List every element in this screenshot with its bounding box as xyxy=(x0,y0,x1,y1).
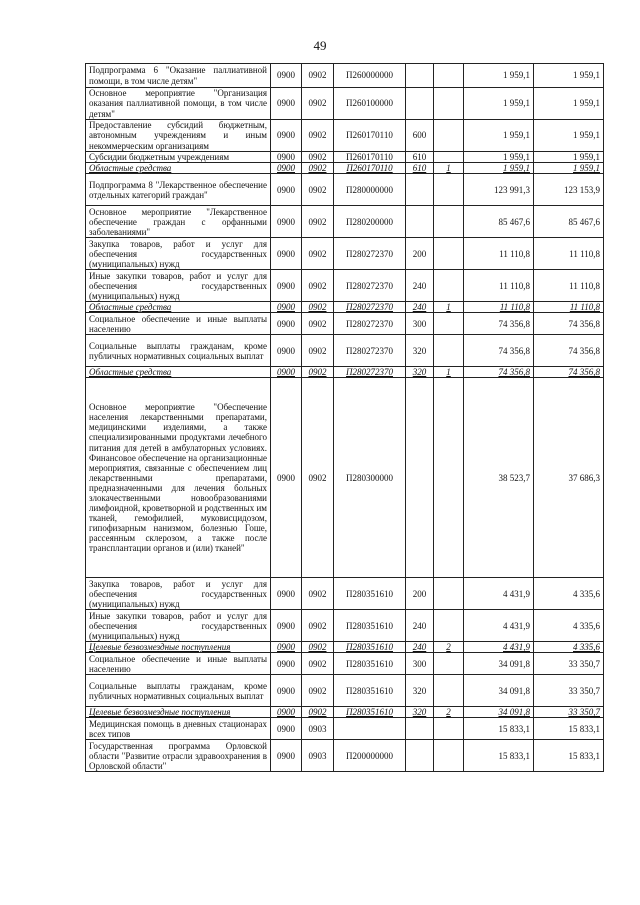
row-amount-1: 4 431,9 xyxy=(464,610,534,642)
row-target-article xyxy=(334,718,406,740)
row-name: Областные средства xyxy=(86,302,271,313)
row-amount-1: 4 431,9 xyxy=(464,642,534,653)
row-amount-2: 1 959,1 xyxy=(534,64,604,88)
row-subsection-code: 0902 xyxy=(302,642,334,653)
table-row xyxy=(86,152,604,163)
row-amount-1: 85 467,6 xyxy=(464,206,534,238)
row-funding-source: 1 xyxy=(434,367,464,378)
row-subsection-code: 0902 xyxy=(302,610,334,642)
row-amount-2: 1 959,1 xyxy=(534,152,604,163)
page-number: 49 xyxy=(313,38,327,53)
row-amount-2: 11 110,8 xyxy=(534,270,604,302)
row-target-article: П280272370 xyxy=(334,238,406,270)
row-subsection-code: 0902 xyxy=(302,313,334,335)
row-section-code: 0900 xyxy=(271,675,302,707)
row-amount-1: 1 959,1 xyxy=(464,88,534,120)
row-section-code: 0900 xyxy=(271,270,302,302)
row-name: Целевые безвозмездные поступления xyxy=(86,642,271,653)
row-subsection-code: 0902 xyxy=(302,64,334,88)
row-amount-2: 123 153,9 xyxy=(534,174,604,206)
table-row xyxy=(86,270,604,302)
table-row xyxy=(86,206,604,238)
row-section-code: 0900 xyxy=(271,206,302,238)
row-funding-source xyxy=(434,653,464,675)
row-funding-source xyxy=(434,64,464,88)
row-name: Областные средства xyxy=(86,367,271,378)
row-expense-type: 240 xyxy=(406,610,434,642)
row-target-article: П280351610 xyxy=(334,707,406,718)
row-name: Подпрограмма 6 "Оказание паллиативной помощи, в том числе детям" xyxy=(86,64,271,88)
row-section-code: 0900 xyxy=(271,152,302,163)
row-amount-1: 74 356,8 xyxy=(464,313,534,335)
row-section-code: 0900 xyxy=(271,653,302,675)
row-target-article: П260170110 xyxy=(334,163,406,174)
row-target-article: П280000000 xyxy=(334,174,406,206)
row-amount-2: 1 959,1 xyxy=(534,163,604,174)
row-section-code: 0900 xyxy=(271,378,302,578)
row-expense-type: 200 xyxy=(406,238,434,270)
row-expense-type xyxy=(406,88,434,120)
row-funding-source xyxy=(434,206,464,238)
row-funding-source xyxy=(434,174,464,206)
row-name: Подпрограмма 8 "Лекарственное обеспечение отдельных категорий граждан" xyxy=(86,174,271,206)
row-subsection-code: 0902 xyxy=(302,367,334,378)
row-amount-1: 11 110,8 xyxy=(464,302,534,313)
table-row xyxy=(86,378,604,578)
row-name: Социальные выплаты гражданам, кроме публичных нормативных социальных выплат xyxy=(86,675,271,707)
row-name: Основное мероприятие "Организация оказания паллиативной помощи, в том числе детям" xyxy=(86,88,271,120)
row-target-article: П260170110 xyxy=(334,120,406,152)
row-section-code: 0900 xyxy=(271,174,302,206)
row-amount-2: 15 833,1 xyxy=(534,740,604,772)
row-target-article: П280200000 xyxy=(334,206,406,238)
row-target-article: П280351610 xyxy=(334,610,406,642)
table-row xyxy=(86,642,604,653)
budget-table-body xyxy=(86,64,604,772)
row-section-code: 0900 xyxy=(271,120,302,152)
row-target-article: П280272370 xyxy=(334,302,406,313)
row-target-article: П280272370 xyxy=(334,367,406,378)
row-funding-source xyxy=(434,313,464,335)
row-expense-type: 320 xyxy=(406,335,434,367)
table-row xyxy=(86,718,604,740)
row-subsection-code: 0902 xyxy=(302,88,334,120)
row-amount-2: 11 110,8 xyxy=(534,238,604,270)
budget-table xyxy=(85,63,604,772)
row-subsection-code: 0902 xyxy=(302,302,334,313)
row-amount-2: 15 833,1 xyxy=(534,718,604,740)
row-target-article: П280272370 xyxy=(334,270,406,302)
row-section-code: 0900 xyxy=(271,335,302,367)
row-subsection-code: 0903 xyxy=(302,718,334,740)
table-row xyxy=(86,335,604,367)
row-amount-2: 33 350,7 xyxy=(534,675,604,707)
row-expense-type: 320 xyxy=(406,707,434,718)
table-row xyxy=(86,313,604,335)
row-section-code: 0900 xyxy=(271,163,302,174)
table-row xyxy=(86,740,604,772)
row-name: Субсидии бюджетным учреждениям xyxy=(86,152,271,163)
table-row xyxy=(86,653,604,675)
row-expense-type: 320 xyxy=(406,675,434,707)
row-amount-1: 1 959,1 xyxy=(464,120,534,152)
row-name: Социальное обеспечение и иные выплаты населению xyxy=(86,313,271,335)
row-subsection-code: 0902 xyxy=(302,163,334,174)
row-subsection-code: 0902 xyxy=(302,653,334,675)
row-expense-type xyxy=(406,174,434,206)
row-section-code: 0900 xyxy=(271,578,302,610)
row-name: Государственная программа Орловской области "Развитие отрасли здравоохранения в Орловской области" xyxy=(86,740,271,772)
row-name: Основное мероприятие "Обеспечение населения лекарственными препаратами, медицинскими изделиями, а также специализированными продуктами лечебного питания для детей в амбулаторных условиях. Финансовое обеспечение на организационные мероприятия, связанные с обеспечением лиц лекарственными препаратами, предназначенными для лечения больных злокачественными новообразованиями лимфоидной, кроветворной и родственных им тканей, гемофилией, муковисцидозом, гипофизарным нанизмом, болезнью Гоше, рассеянным склерозом, а также после трансплантации органов и (или) тканей" xyxy=(86,378,271,578)
row-expense-type xyxy=(406,718,434,740)
row-subsection-code: 0902 xyxy=(302,270,334,302)
row-expense-type: 600 xyxy=(406,120,434,152)
row-amount-1: 123 991,3 xyxy=(464,174,534,206)
row-funding-source xyxy=(434,718,464,740)
row-amount-1: 1 959,1 xyxy=(464,163,534,174)
table-row xyxy=(86,675,604,707)
row-name: Социальные выплаты гражданам, кроме публичных нормативных социальных выплат xyxy=(86,335,271,367)
row-expense-type xyxy=(406,206,434,238)
row-amount-2: 74 356,8 xyxy=(534,335,604,367)
row-target-article: П260000000 xyxy=(334,64,406,88)
table-row xyxy=(86,88,604,120)
row-funding-source xyxy=(434,270,464,302)
row-subsection-code: 0902 xyxy=(302,238,334,270)
row-amount-1: 34 091,8 xyxy=(464,653,534,675)
row-funding-source xyxy=(434,120,464,152)
row-expense-type: 610 xyxy=(406,163,434,174)
row-section-code: 0900 xyxy=(271,238,302,270)
row-section-code: 0900 xyxy=(271,64,302,88)
row-funding-source: 2 xyxy=(434,707,464,718)
row-target-article: П280272370 xyxy=(334,335,406,367)
row-name: Предоставление субсидий бюджетным, автономным учреждениям и иным некоммерческим организациям xyxy=(86,120,271,152)
row-section-code: 0900 xyxy=(271,88,302,120)
row-target-article: П280351610 xyxy=(334,578,406,610)
row-amount-1: 15 833,1 xyxy=(464,718,534,740)
row-subsection-code: 0902 xyxy=(302,174,334,206)
table-row xyxy=(86,163,604,174)
row-name: Закупка товаров, работ и услуг для обеспечения государственных (муниципальных) нужд xyxy=(86,578,271,610)
row-amount-2: 33 350,7 xyxy=(534,653,604,675)
row-funding-source xyxy=(434,578,464,610)
row-amount-1: 1 959,1 xyxy=(464,152,534,163)
row-subsection-code: 0902 xyxy=(302,378,334,578)
row-target-article: П280351610 xyxy=(334,642,406,653)
row-target-article: П260170110 xyxy=(334,152,406,163)
row-name: Областные средства xyxy=(86,163,271,174)
row-expense-type: 240 xyxy=(406,302,434,313)
row-section-code: 0900 xyxy=(271,610,302,642)
row-name: Иные закупки товаров, работ и услуг для обеспечения государственных (муниципальных) нужд xyxy=(86,270,271,302)
row-expense-type: 320 xyxy=(406,367,434,378)
row-section-code: 0900 xyxy=(271,313,302,335)
row-amount-1: 34 091,8 xyxy=(464,707,534,718)
row-funding-source: 2 xyxy=(434,642,464,653)
row-funding-source: 1 xyxy=(434,302,464,313)
row-amount-2: 74 356,8 xyxy=(534,367,604,378)
row-name: Медицинская помощь в дневных стационарах всех типов xyxy=(86,718,271,740)
table-row xyxy=(86,610,604,642)
row-name: Основное мероприятие "Лекарственное обеспечение граждан с орфанными заболеваниями" xyxy=(86,206,271,238)
row-target-article: П280351610 xyxy=(334,675,406,707)
row-expense-type xyxy=(406,378,434,578)
row-subsection-code: 0903 xyxy=(302,740,334,772)
row-expense-type: 300 xyxy=(406,653,434,675)
row-funding-source xyxy=(434,675,464,707)
row-funding-source xyxy=(434,238,464,270)
row-amount-2: 4 335,6 xyxy=(534,610,604,642)
row-section-code: 0900 xyxy=(271,718,302,740)
row-expense-type: 200 xyxy=(406,578,434,610)
row-funding-source xyxy=(434,378,464,578)
row-name: Иные закупки товаров, работ и услуг для обеспечения государственных (муниципальных) нужд xyxy=(86,610,271,642)
row-target-article: П280272370 xyxy=(334,313,406,335)
row-target-article: П260100000 xyxy=(334,88,406,120)
row-amount-1: 74 356,8 xyxy=(464,367,534,378)
row-amount-2: 11 110,8 xyxy=(534,302,604,313)
row-amount-1: 74 356,8 xyxy=(464,335,534,367)
row-amount-1: 11 110,8 xyxy=(464,238,534,270)
row-subsection-code: 0902 xyxy=(302,206,334,238)
row-amount-1: 4 431,9 xyxy=(464,578,534,610)
row-section-code: 0900 xyxy=(271,740,302,772)
table-row xyxy=(86,707,604,718)
row-subsection-code: 0902 xyxy=(302,578,334,610)
table-row xyxy=(86,64,604,88)
row-funding-source: 1 xyxy=(434,163,464,174)
row-subsection-code: 0902 xyxy=(302,335,334,367)
table-row xyxy=(86,238,604,270)
row-funding-source xyxy=(434,335,464,367)
row-funding-source xyxy=(434,152,464,163)
row-subsection-code: 0902 xyxy=(302,152,334,163)
row-amount-2: 4 335,6 xyxy=(534,642,604,653)
row-expense-type xyxy=(406,740,434,772)
row-amount-2: 1 959,1 xyxy=(534,120,604,152)
table-row xyxy=(86,367,604,378)
row-target-article: П280351610 xyxy=(334,653,406,675)
row-expense-type: 300 xyxy=(406,313,434,335)
row-section-code: 0900 xyxy=(271,367,302,378)
row-target-article: П280300000 xyxy=(334,378,406,578)
row-section-code: 0900 xyxy=(271,707,302,718)
row-funding-source xyxy=(434,88,464,120)
row-funding-source xyxy=(434,610,464,642)
row-target-article: П200000000 xyxy=(334,740,406,772)
row-expense-type: 610 xyxy=(406,152,434,163)
row-expense-type: 240 xyxy=(406,270,434,302)
row-subsection-code: 0902 xyxy=(302,120,334,152)
row-amount-2: 85 467,6 xyxy=(534,206,604,238)
table-row xyxy=(86,578,604,610)
row-name: Целевые безвозмездные поступления xyxy=(86,707,271,718)
row-amount-1: 1 959,1 xyxy=(464,64,534,88)
row-amount-2: 74 356,8 xyxy=(534,313,604,335)
row-amount-1: 34 091,8 xyxy=(464,675,534,707)
row-amount-1: 15 833,1 xyxy=(464,740,534,772)
row-subsection-code: 0902 xyxy=(302,707,334,718)
row-expense-type: 240 xyxy=(406,642,434,653)
row-funding-source xyxy=(434,740,464,772)
row-amount-2: 37 686,3 xyxy=(534,378,604,578)
row-name: Закупка товаров, работ и услуг для обеспечения государственных (муниципальных) нужд xyxy=(86,238,271,270)
row-subsection-code: 0902 xyxy=(302,675,334,707)
row-name: Социальное обеспечение и иные выплаты населению xyxy=(86,653,271,675)
row-amount-1: 38 523,7 xyxy=(464,378,534,578)
row-section-code: 0900 xyxy=(271,302,302,313)
table-row xyxy=(86,174,604,206)
row-amount-2: 1 959,1 xyxy=(534,88,604,120)
row-amount-2: 33 350,7 xyxy=(534,707,604,718)
table-row xyxy=(86,120,604,152)
table-row xyxy=(86,302,604,313)
row-section-code: 0900 xyxy=(271,642,302,653)
row-amount-1: 11 110,8 xyxy=(464,270,534,302)
row-expense-type xyxy=(406,64,434,88)
row-amount-2: 4 335,6 xyxy=(534,578,604,610)
